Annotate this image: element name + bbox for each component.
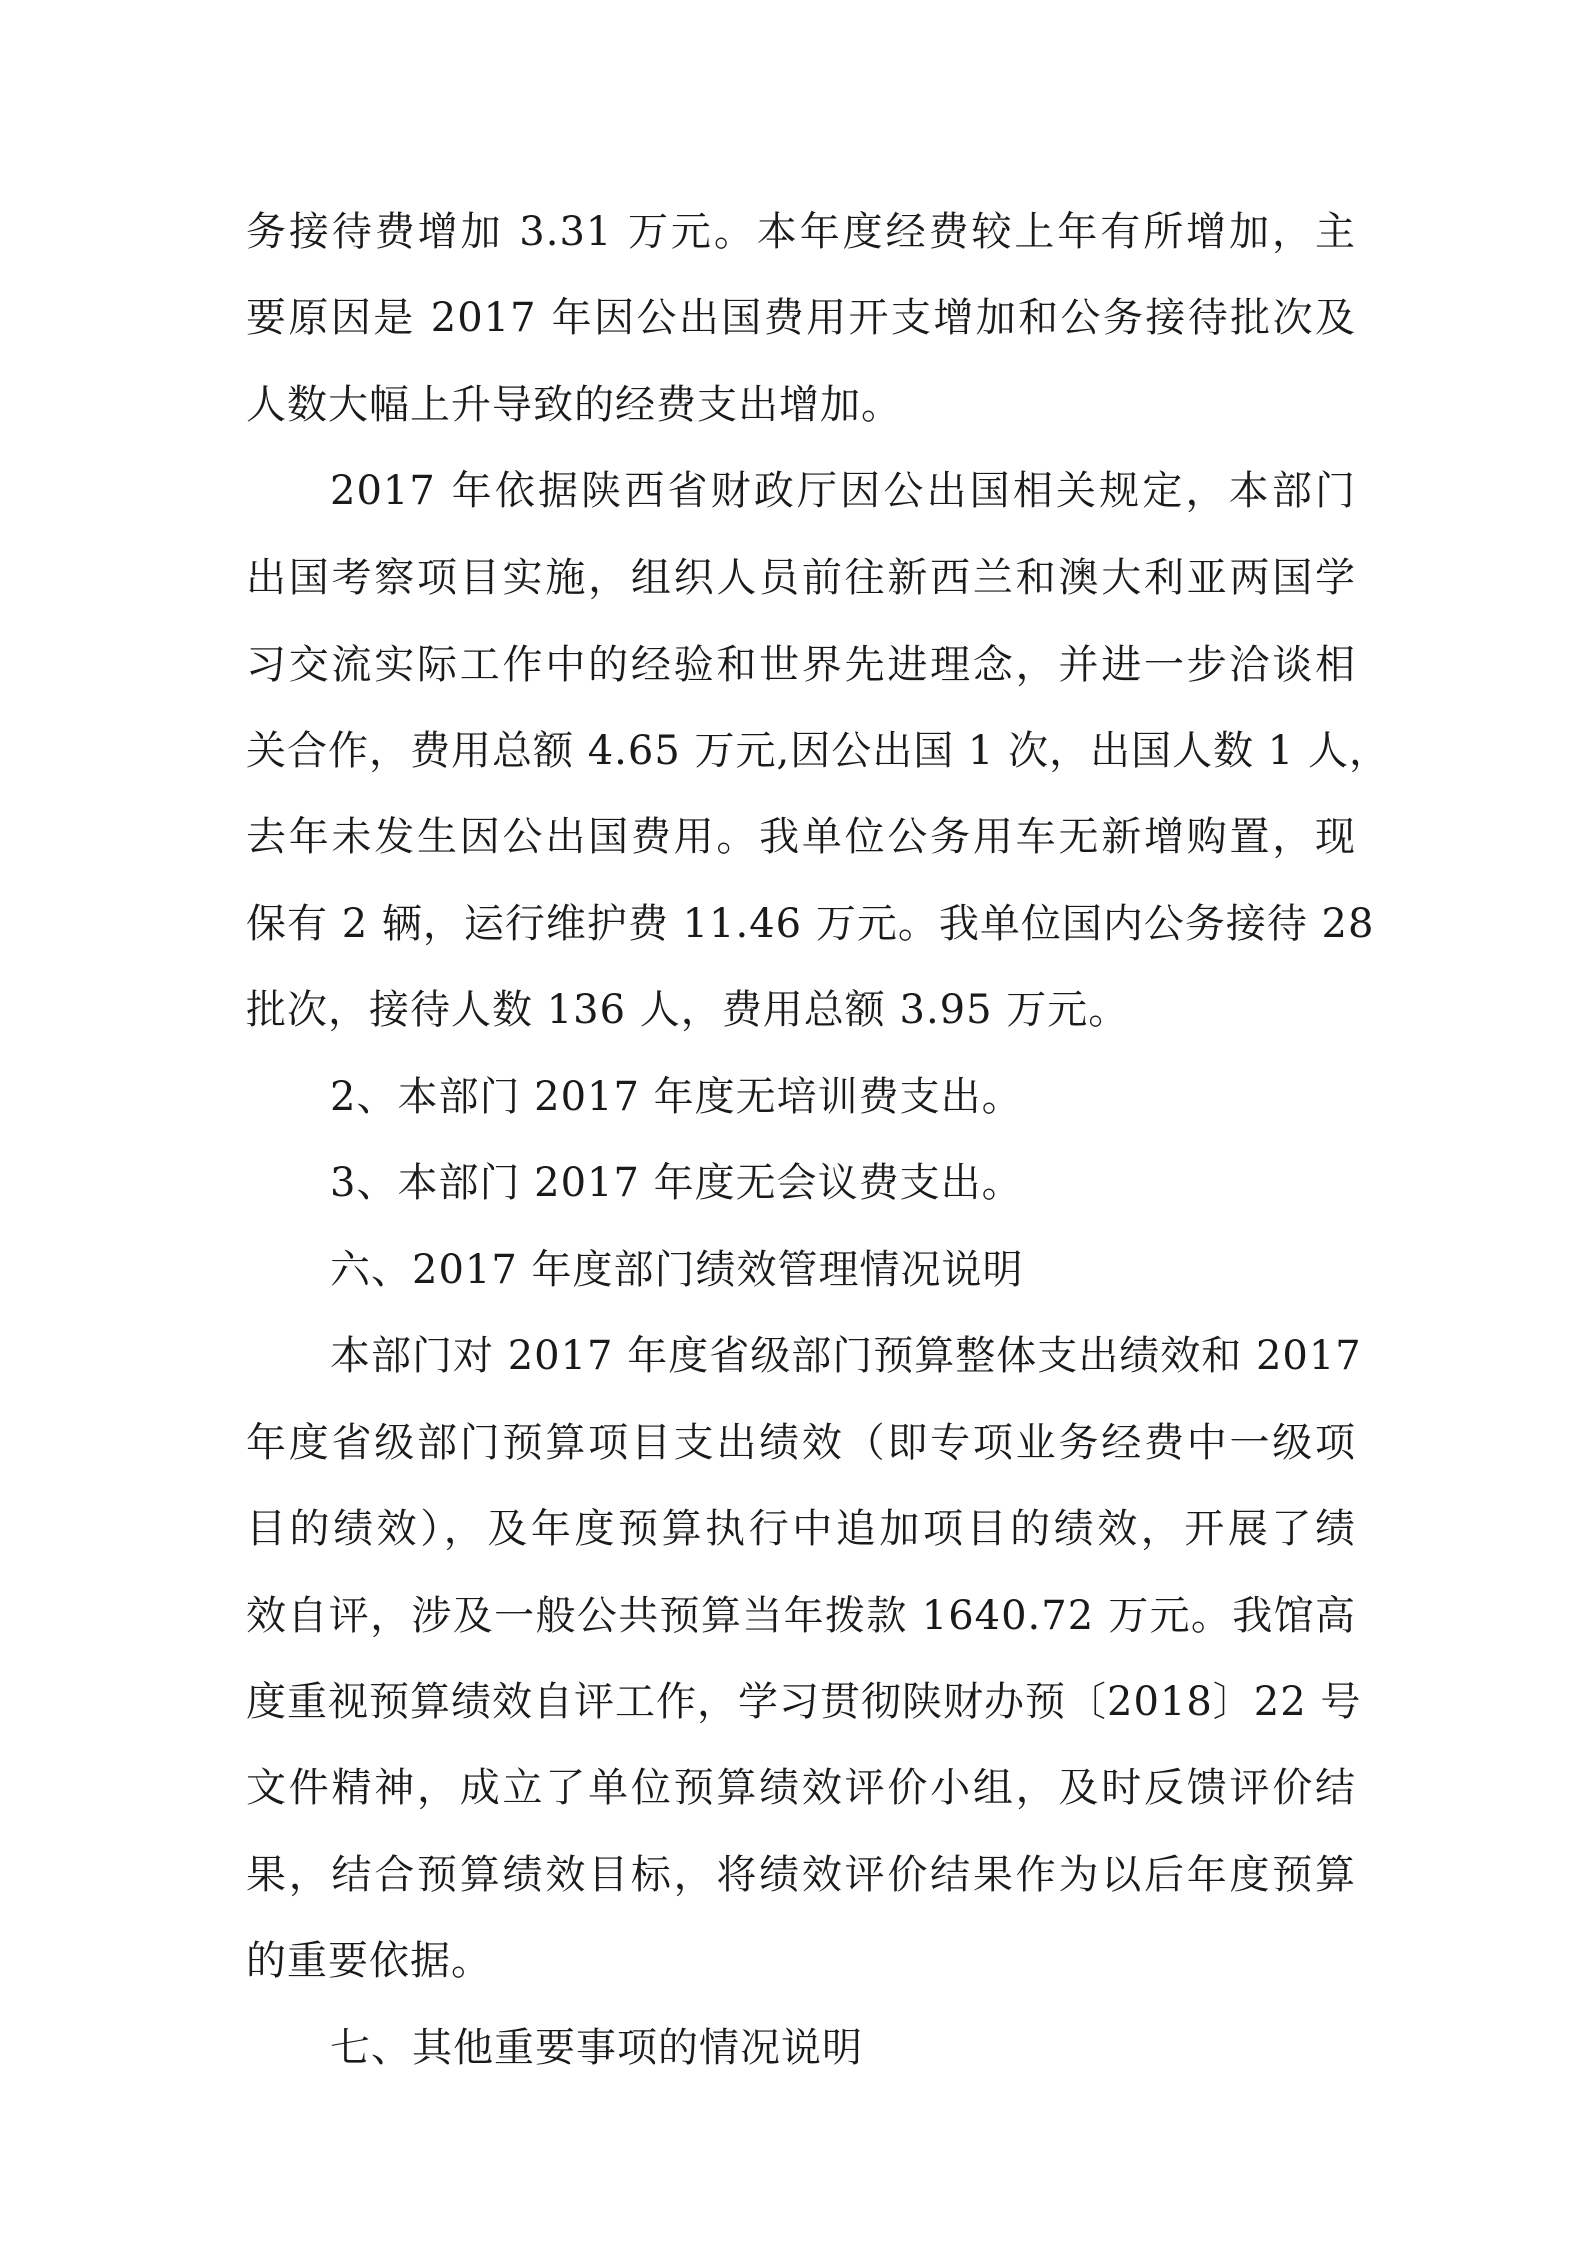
paragraph-line: 目的绩效），及年度预算执行中追加项目的绩效，开展了绩 bbox=[246, 1506, 1356, 1552]
paragraph-line: 关合作，费用总额 4.65 万元,因公出国 1 次，出国人数 1 人， bbox=[246, 728, 1390, 774]
paragraph-line: 保有 2 辆，运行维护费 11.46 万元。我单位国内公务接待 28 bbox=[246, 901, 1375, 947]
paragraph-line: 批次，接待人数 136 人，费用总额 3.95 万元。 bbox=[246, 987, 1130, 1033]
list-item: 3、本部门 2017 年度无会议费支出。 bbox=[330, 1160, 1023, 1206]
paragraph-line: 要原因是 2017 年因公出国费用开支增加和公务接待批次及 bbox=[246, 295, 1356, 341]
section-heading: 六、2017 年度部门绩效管理情况说明 bbox=[330, 1247, 1024, 1293]
paragraph-line: 文件精神，成立了单位预算绩效评价小组，及时反馈评价结 bbox=[246, 1765, 1356, 1811]
paragraph-line: 本部门对 2017 年度省级部门预算整体支出绩效和 2017 bbox=[330, 1333, 1362, 1379]
paragraph-line: 效自评，涉及一般公共预算当年拨款 1640.72 万元。我馆高 bbox=[246, 1593, 1356, 1639]
section-heading: 七、其他重要事项的情况说明 bbox=[330, 2025, 863, 2071]
list-item: 2、本部门 2017 年度无培训费支出。 bbox=[330, 1074, 1023, 1120]
paragraph-line: 去年未发生因公出国费用。我单位公务用车无新增购置，现 bbox=[246, 814, 1356, 860]
paragraph-line: 果，结合预算绩效目标，将绩效评价结果作为以后年度预算 bbox=[246, 1852, 1356, 1898]
paragraph-line: 年度省级部门预算项目支出绩效（即专项业务经费中一级项 bbox=[246, 1420, 1356, 1466]
paragraph-line: 2017 年依据陕西省财政厅因公出国相关规定，本部门 bbox=[330, 468, 1356, 514]
paragraph-line: 习交流实际工作中的经验和世界先进理念，并进一步洽谈相 bbox=[246, 642, 1356, 688]
paragraph-line: 度重视预算绩效自评工作，学习贯彻陕财办预〔2018〕22 号 bbox=[246, 1679, 1362, 1725]
paragraph-line: 务接待费增加 3.31 万元。本年度经费较上年有所增加，主 bbox=[246, 209, 1356, 255]
paragraph-line: 人数大幅上升导致的经费支出增加。 bbox=[246, 382, 902, 428]
paragraph-line: 出国考察项目实施，组织人员前往新西兰和澳大利亚两国学 bbox=[246, 555, 1356, 601]
paragraph-line: 的重要依据。 bbox=[246, 1938, 492, 1984]
